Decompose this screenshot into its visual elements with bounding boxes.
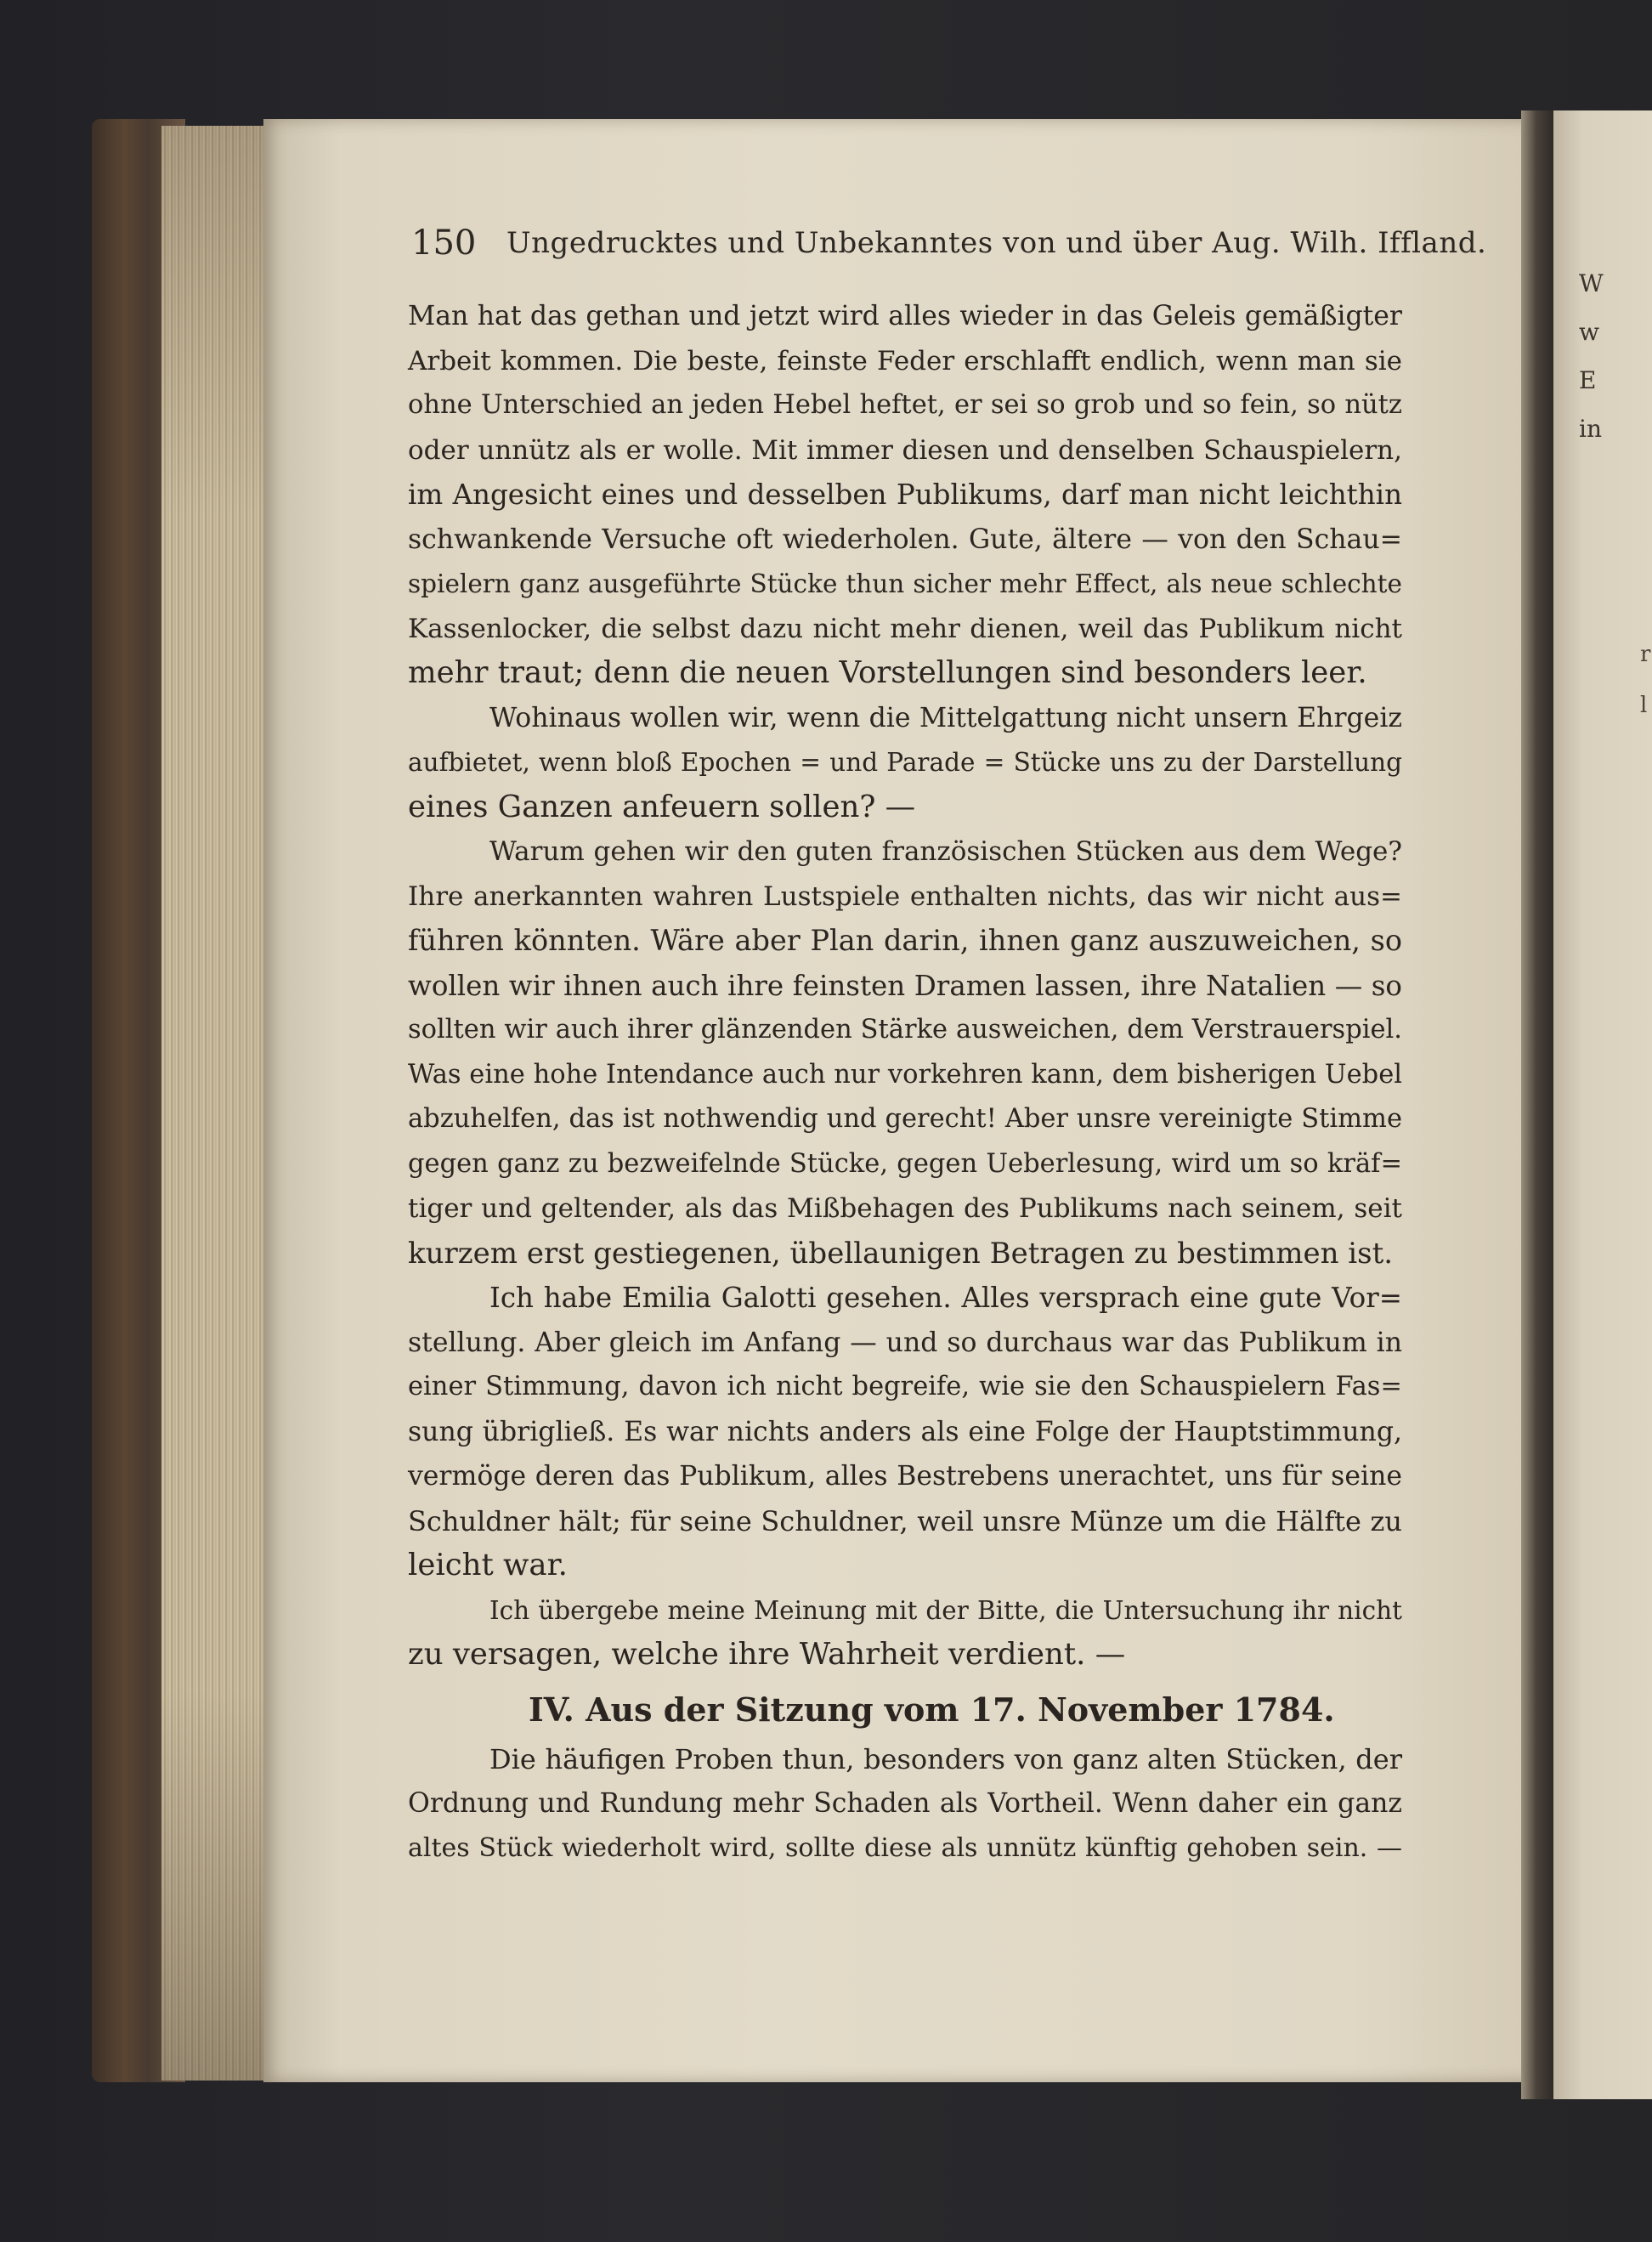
text-line: leicht war. <box>408 1548 568 1582</box>
text-line: kurzem erst gestiegenen, übellaunigen Betragen zu bestimmen ist. <box>408 1236 1394 1271</box>
text-line: spielern ganz ausgeführte Stücke thun sicher mehr Effect, als neue schlechte <box>408 569 1402 598</box>
text-line: Die häufigen Proben thun, besonders von ganz alten Stücken, der <box>489 1742 1402 1775</box>
text-line: Schuldner hält; für seine Schuldner, weil unsre Münze um die Hälfte zu <box>408 1504 1402 1537</box>
section-heading: IV. Aus der Sitzung vom 17. November 1784. <box>529 1690 1335 1729</box>
text-line: Man hat das gethan und jetzt wird alles wieder in das Geleis gemäßigter <box>408 301 1402 331</box>
text-line: führen könnten. Wäre aber Plan darin, ihnen ganz auszuweichen, so <box>408 924 1402 957</box>
facing-page-fragment: E <box>1579 366 1597 394</box>
page-edges-shade <box>161 126 268 2081</box>
book-gutter <box>1521 110 1555 2099</box>
text-line: eines Ganzen anfeuern sollen? — <box>408 789 916 824</box>
body-text <box>408 294 1402 1871</box>
text-line: Ihre anerkannten wahren Lustspiele enthalten nichts, das wir nicht aus= <box>408 880 1402 912</box>
text-line: Kassenlocker, die selbst dazu nicht mehr dienen, weil das Publikum nicht <box>408 613 1402 644</box>
text-line: sollten wir auch ihrer glänzenden Stärke ausweichen, dem Verstrauerspiel. <box>408 1015 1402 1045</box>
text-line: altes Stück wiederholt wird, sollte diese als unnütz künftig gehoben sein. — <box>408 1832 1402 1863</box>
text-line: zu versagen, welche ihre Wahrheit verdient. — <box>408 1637 1126 1672</box>
facing-page-fragment: W <box>1579 269 1604 297</box>
text-line: ohne Unterschied an jeden Hebel heftet, er sei so grob und so fein, so nütz <box>408 390 1402 420</box>
text-line: Warum gehen wir den guten französischen Stücken aus dem Wege? <box>489 836 1402 867</box>
page-header <box>411 218 1487 269</box>
text-line: Arbeit kommen. Die beste, feinste Feder erschlafft endlich, wenn man sie <box>408 345 1402 376</box>
facing-page-fragment: w <box>1579 318 1599 346</box>
text-line: einer Stimmung, davon ich nicht begreife, wie sie den Schauspielern Fas= <box>408 1372 1402 1401</box>
text-line: Ordnung und Rundung mehr Schaden als Vortheil. Wenn daher ein ganz <box>408 1788 1402 1819</box>
text-line: schwankende Versuche oft wiederholen. Gute, ältere — von den Schau= <box>408 524 1402 555</box>
text-line: Ich habe Emilia Galotti gesehen. Alles versprach eine gute Vor= <box>489 1282 1402 1314</box>
text-line: Ich übergebe meine Meinung mit der Bitte, die Untersuchung ihr nicht <box>489 1595 1402 1625</box>
text-line: Was eine hohe Intendance auch nur vorkehren kann, dem bisherigen Uebel <box>408 1059 1402 1090</box>
facing-page-fragment: in <box>1579 415 1602 443</box>
text-line: mehr traut; denn die neuen Vorstellungen sind besonders leer. <box>408 655 1367 690</box>
text-line: abzuhelfen, das ist nothwendig und gerecht! Aber unsre vereinigte Stimme <box>408 1104 1402 1134</box>
facing-page-mark: l <box>1640 693 1648 718</box>
text-line: oder unnütz als er wolle. Mit immer diesen und denselben Schauspielern, <box>408 434 1402 466</box>
facing-page-mark: r <box>1640 642 1651 667</box>
text-line: aufbietet, wenn bloß Epochen = und Parade = Stücke uns zu der Darstellung <box>408 748 1402 777</box>
text-line: stellung. Aber gleich im Anfang — und so durchaus war das Publikum in <box>408 1327 1402 1358</box>
text-line: gegen ganz zu bezweifelnde Stücke, gegen Ueberlesung, wird um so kräf= <box>408 1148 1402 1179</box>
text-line: Wohinaus wollen wir, wenn die Mittelgattung nicht unsern Ehrgeiz <box>489 702 1402 733</box>
facing-page-text <box>1579 259 1652 453</box>
text-line: wollen wir ihnen auch ihre feinsten Dramen lassen, ihre Natalien — so <box>408 969 1402 1002</box>
text-line: sung übrigließ. Es war nichts anders als eine Folge der Hauptstimmung, <box>408 1416 1402 1447</box>
text-line: vermöge deren das Publikum, alles Bestrebens unerachtet, uns für seine <box>408 1461 1402 1492</box>
text-line: tiger und geltender, als das Mißbehagen des Publikums nach seinem, seit <box>408 1193 1402 1224</box>
text-line: im Angesicht eines und desselben Publikums, darf man nicht leichthin <box>408 478 1402 511</box>
page-number: 150 <box>411 224 477 263</box>
facing-page-marks <box>1640 629 1652 731</box>
running-head: Ungedrucktes und Unbekanntes von und über Aug. Wilh. Iffland. <box>506 226 1487 260</box>
